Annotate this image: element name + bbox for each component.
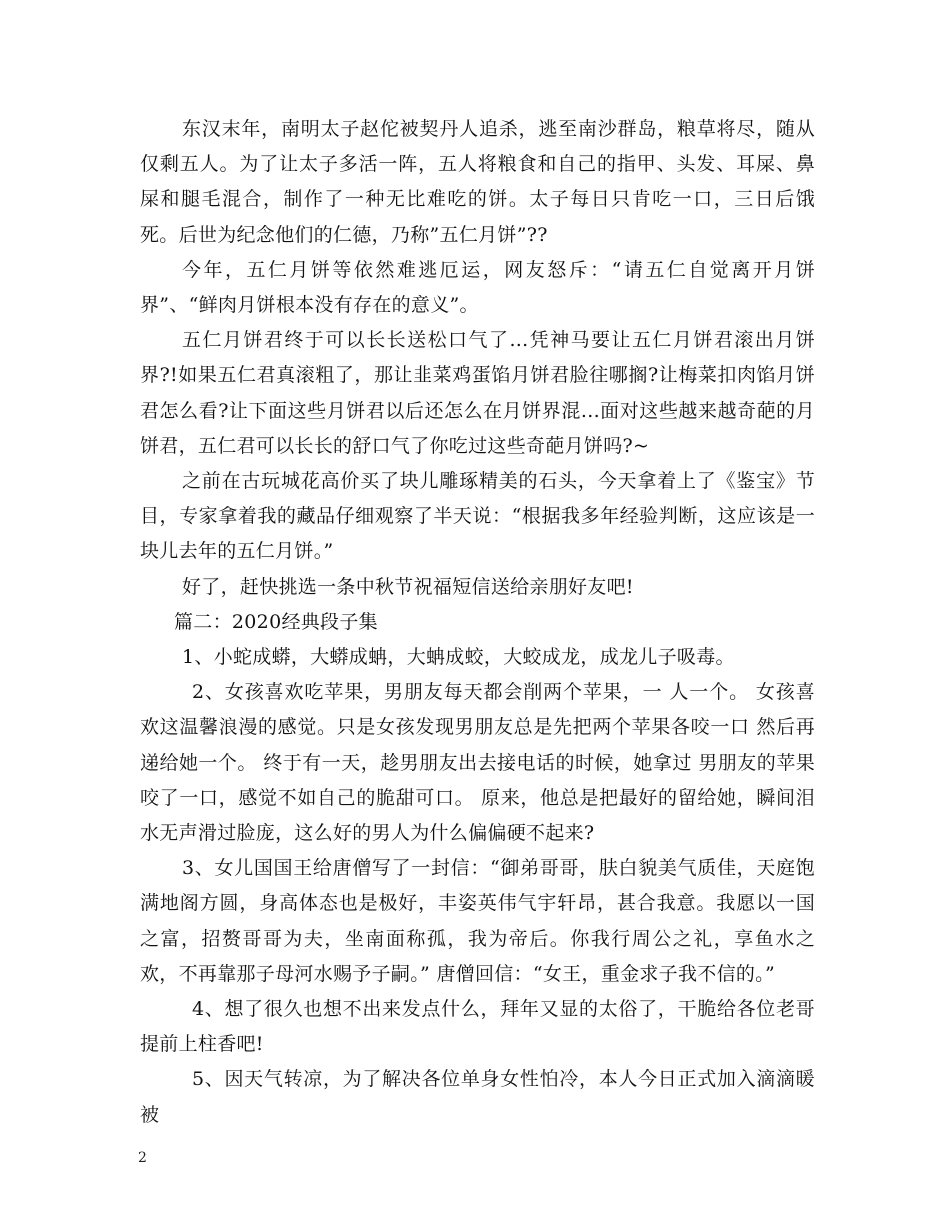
joke-item-1: 1、小蛇成蟒，大蟒成蚺，大蚺成蛟，大蛟成龙，成龙儿子吸毒。 (182, 646, 735, 669)
document-body (140, 112, 815, 1133)
section-heading: 篇二：2020经典段子集 (174, 610, 378, 633)
paragraph-netizen-reaction: 今年，五仁月饼等依然难逃厄运，网友怒斥：“请五仁自觉离开月饼界”、“鲜肉月饼根本没有存在的意义”。 (140, 258, 815, 317)
paragraph-greeting-prompt: 好了，赶快挑选一条中秋节祝福短信送给亲朋好友吧! (182, 575, 634, 598)
paragraph-legend-story: 东汉末年，南明太子赵佗被契丹人追杀，逃至南沙群岛，粮草将尽，随从仅剩五人。为了让太子多活一阵，五人将粮食和自己的指甲、头发、耳屎、鼻屎和腿毛混合，制作了一种无比难吃的饼。太子每日只肯吃一口，三日后饿死。后世为纪念他们的仁德，乃称”五仁月饼”?? (140, 118, 815, 246)
joke-item-3: 3、女儿国国王给唐僧写了一封信：“御弟哥哥，肤白貌美气质佳，天庭饱满地阁方圆，身高体态也是极好，丰姿英伟气宇轩昂，甚合我意。我愿以一国之富，招赘哥哥为夫，坐南面称孤，我为帝后。你我行周公之礼，享鱼水之欢，不再靠那子母河水赐予子嗣。” 唐僧回信：“女王，重金求子我不信的。” (140, 857, 815, 985)
joke-item-4: 4、想了很久也想不出来发点什么，拜年又显的太俗了，干脆给各位老哥提前上柱香吧! (140, 998, 815, 1056)
joke-item-2: 2、女孩喜欢吃苹果，男朋友每天都会削两个苹果，一 人一个。 女孩喜欢这温馨浪漫的感觉。只是女孩发现男朋友总是先把两个苹果各咬一口 然后再递给她一个。 终于有一天，趁男朋友出去接电话的时候，她拿过 男朋友的苹果咬了一口，感觉不如自己的脆甜可口。 原来，他总是把最好的留给她，瞬间泪水无声滑过脸庞，这么好的男人为什么偏偏硬不起来? (140, 681, 815, 845)
page-number: 2 (138, 1150, 147, 1166)
paragraph-mooncake-relief: 五仁月饼君终于可以长长送松口气了...凭神马要让五仁月饼君滚出月饼界?!如果五仁君真滚粗了，那让韭菜鸡蛋馅月饼君脸往哪搁?让梅菜扣肉馅月饼君怎么看?让下面这些月饼君以后还怎么在月饼界混...面对这些越来越奇葩的月饼君，五仁君可以长长的舒口气了你吃过这些奇葩月饼吗?~ (140, 329, 815, 457)
joke-item-5: 5、因天气转凉，为了解决各位单身女性怕冷，本人今日正式加入滴滴暖被 (140, 1068, 815, 1126)
paragraph-antique-joke: 之前在古玩城花高价买了块儿雕琢精美的石头，今天拿着上了《鉴宝》节目，专家拿着我的藏品仔细观察了半天说：“根据我多年经验判断，这应该是一块儿去年的五仁月饼。” (140, 470, 815, 563)
